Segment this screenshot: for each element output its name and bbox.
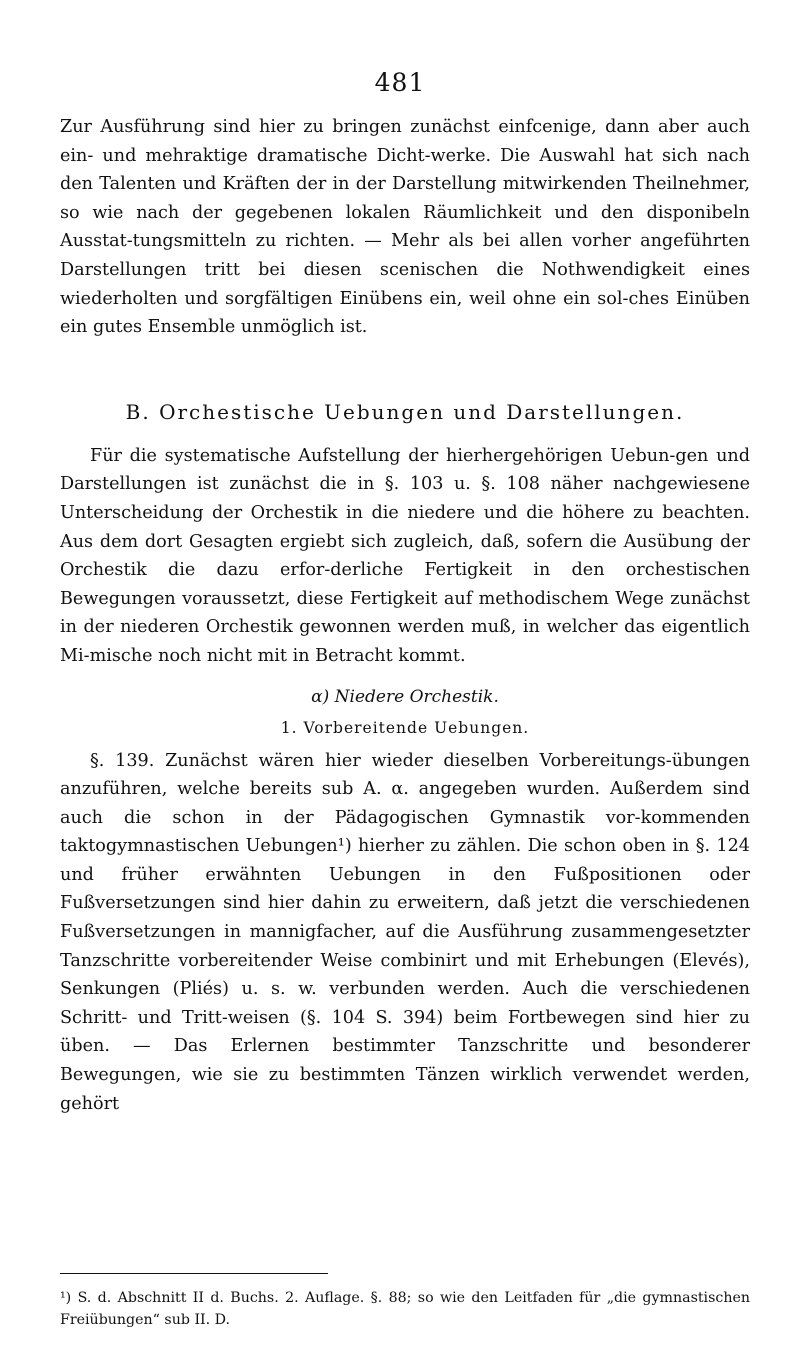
page-number: 481 — [374, 68, 426, 97]
footnote-divider — [60, 1273, 328, 1274]
paragraph-orchestic-intro: Für die systematische Aufstellung der hierhergehörigen Uebun-gen und Darstellungen ist zunächst die in §. 103 u. §. 108 näher nachgewiesene Unterscheidung der Orchestik in die niedere und die höhere zu beachten. Aus dem dort Gesagten ergiebt sich zugleich, daß, sofern die Ausübung der Orchestik die dazu erfor-derliche Fertigkeit in den orchestischen Bewegungen voraussetzt, diese Fertigkeit auf methodischem Wege zunächst in der niederen Orchestik gewonnen werden muß, in welcher das eigentlich Mi-mische noch nicht mit in Betracht kommt. — [60, 445, 750, 666]
subsection-heading-lower-orchestic: α) Niedere Orchestik. — [311, 686, 499, 707]
body-text — [60, 113, 750, 1118]
paragraph-dramatic-works: Zur Ausführung sind hier zu bringen zunächst einfcenige, dann aber auch ein- und mehraktige dramatische Dicht-werke. Die Auswahl hat sich nach den Talenten und Kräften der in der Darstellung mitwirkenden Theilnehmer, so wie nach der gegebenen lokalen Räumlichkeit und den disponibeln Ausstat-tungsmitteln zu richten. — Mehr als bei allen vorher angeführten Darstellungen tritt bei diesen scenischen die Nothwendigkeit eines wiederholten und sorgfältigen Einübens ein, weil ohne ein sol-ches Einüben ein gutes Ensemble unmöglich ist. — [60, 117, 750, 338]
subsubsection-heading-preparatory: 1. Vorbereitende Uebungen. — [280, 718, 530, 737]
footnote: ¹) S. d. Abschnitt II d. Buchs. 2. Auflage. §. 88; so wie den Leitfaden für „die gymnastischen Freiübungen“ sub II. D. — [60, 1290, 750, 1328]
section-heading-orchestic: B. Orchestische Uebungen und Darstellungen. — [125, 399, 685, 424]
paragraph-section-139: §. 139. Zunächst wären hier wieder dieselben Vorbereitungs-übungen anzuführen, welche bereits sub A. α. angegeben wurden. Außerdem sind auch die schon in der Pädagogischen Gymnastik vor-kommenden taktogymnastischen Uebungen¹) hierher zu zählen. Die schon oben in §. 124 und früher erwähnten Uebungen in den Fußpositionen oder Fußversetzungen sind hier dahin zu erweitern, daß jetzt die verschiedenen Fußversetzungen in mannigfacher, auf die Ausführung zusammengesetzter Tanzschritte vorbereitender Weise combinirt und mit Erhebungen (Elevés), Senkungen (Pliés) u. s. w. verbunden werden. Auch die verschiedenen Schritt- und Tritt-weisen (§. 104 S. 394) beim Fortbewegen sind hier zu üben. — Das Erlernen bestimmter Tanzschritte und besonderer Bewegungen, wie sie zu bestimmten Tänzen wirklich verwendet werden, gehört — [60, 750, 750, 1114]
